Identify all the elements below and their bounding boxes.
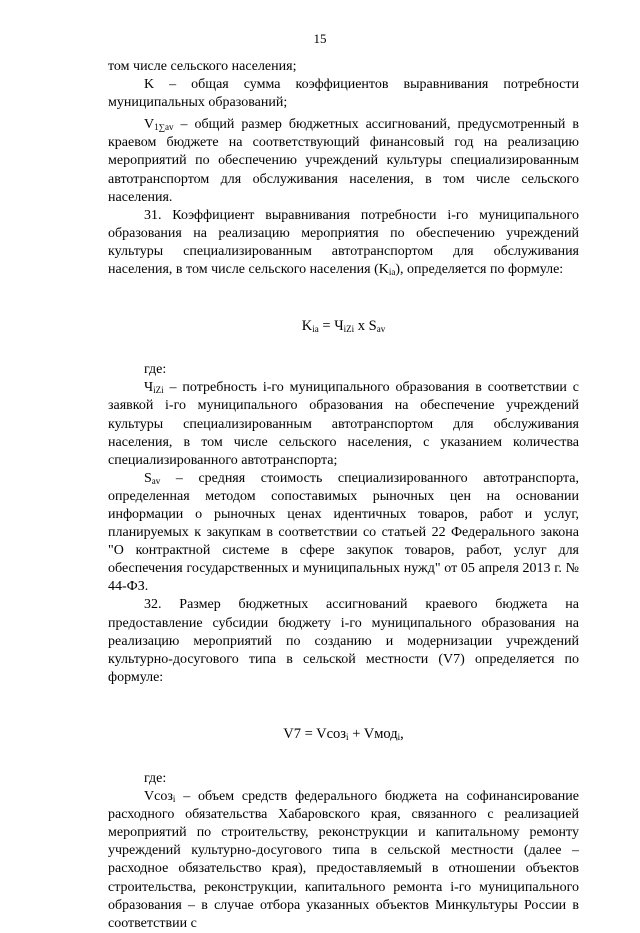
formula-kia-part: K bbox=[301, 318, 313, 335]
p31-subscript: ia bbox=[388, 267, 396, 278]
symbol-chi: Ч bbox=[144, 380, 154, 396]
symbol-vsoz-subscript: i bbox=[172, 794, 176, 805]
paragraph-chi-definition bbox=[108, 379, 579, 469]
symbol-v1-subscript: 1∑av bbox=[154, 122, 174, 133]
formula-kia-part: = Ч bbox=[318, 318, 344, 335]
paragraph-k-definition: K – общая сумма коэффициентов выравнивания потребности муниципальных образований; bbox=[108, 77, 579, 111]
paragraph-31 bbox=[108, 207, 579, 279]
formula-v7-part: + Vмод bbox=[348, 725, 398, 742]
paragraph-sav-definition bbox=[108, 470, 579, 597]
paragraph-32: 32. Размер бюджетных ассигнований краевого бюджета на предоставление субсидии бюджету i-го муниципального образования на реализацию мероприятий по созданию и модернизации учреждений культурно-досугового типа в сельской местности (V7) определяется по формуле: bbox=[108, 597, 579, 685]
formula-kia bbox=[108, 317, 579, 335]
paragraph-vsoz-definition bbox=[108, 788, 579, 933]
document-body bbox=[108, 58, 579, 933]
chi-definition-text: – потребность i-го муниципального образования в соответствии с заявкой i-го муниципального образования на обеспечение учреждений культуры специализированным автотранспортом для обслуживания населения, в том числе сельского населения, с указанием количества специализированного автотранспорта; bbox=[108, 380, 579, 468]
formula-v7-sub: i bbox=[346, 731, 349, 742]
formula-v7-sub: i bbox=[397, 731, 401, 742]
formula-kia-part: x S bbox=[354, 318, 377, 335]
symbol-v1: V bbox=[144, 117, 155, 133]
v1-definition-text: – общий размер бюджетных ассигнований, предусмотренный в краевом бюджете на соответствующий финансовый год на реализацию мероприятий по обеспечению учреждений культуры специализированным автотранспортом для обслуживания населения, в том числе сельского населения. bbox=[108, 117, 579, 205]
formula-v7-part: V7 = Vсоз bbox=[283, 725, 347, 742]
symbol-chi-subscript: iZi bbox=[153, 385, 164, 396]
paragraph-v1-definition bbox=[108, 116, 579, 206]
page-number: 15 bbox=[313, 31, 327, 46]
label-where-1: где: bbox=[144, 362, 167, 378]
formula-kia-sub: av bbox=[376, 324, 386, 335]
formula-v7 bbox=[108, 725, 579, 743]
paragraph-continuation: том числе сельского населения; bbox=[108, 59, 297, 74]
formula-kia-sub: ia bbox=[312, 324, 319, 335]
formula-v7-part: , bbox=[400, 725, 404, 742]
p31-end: ), определяется по формуле: bbox=[395, 262, 564, 278]
vsoz-definition-text: – объем средств федерального бюджета на софинансирование расходного обязательства Хабаровского края, связанного с реализацией мероприятий по строительству, реконструкции и капитальному ремонту учреждений культурно-досугового типа в сельской местности (далее – расходное обязательство края), предоставляемый в отношении объектов строительства, реконструкции, капитального ремонта i-го муниципального образования – в случае отбора указанных объектов Минкультуры России в соответствии с bbox=[108, 789, 579, 931]
label-where-2: где: bbox=[144, 771, 167, 786]
p31-text: 31. Коэффициент выравнивания потребности i-го муниципального образования на реализацию мероприятия по обеспечению учреждений культуры специализированным автотранспортом для обслуживания населения, в том числе сельского населения (K bbox=[108, 207, 579, 278]
symbol-s: S bbox=[144, 470, 152, 486]
symbol-vsoz: Vсоз bbox=[144, 789, 173, 805]
symbol-s-subscript: av bbox=[151, 475, 161, 486]
formula-kia-sub: iZi bbox=[343, 324, 355, 335]
sav-definition-text: – средняя стоимость специализированного автотранспорта, определенная методом сопоставимых рыночных цен на основании информации о рыночных ценах идентичных товаров, работ и услуг, планируемых к закупкам в соответствии со статьей 22 Федерального закона "О контрактной системе в сфере закупок товаров, работ, услуг для обеспечения государственных и муниципальных нужд" от 05 апреля 2013 г. № 44-ФЗ. bbox=[108, 470, 579, 595]
